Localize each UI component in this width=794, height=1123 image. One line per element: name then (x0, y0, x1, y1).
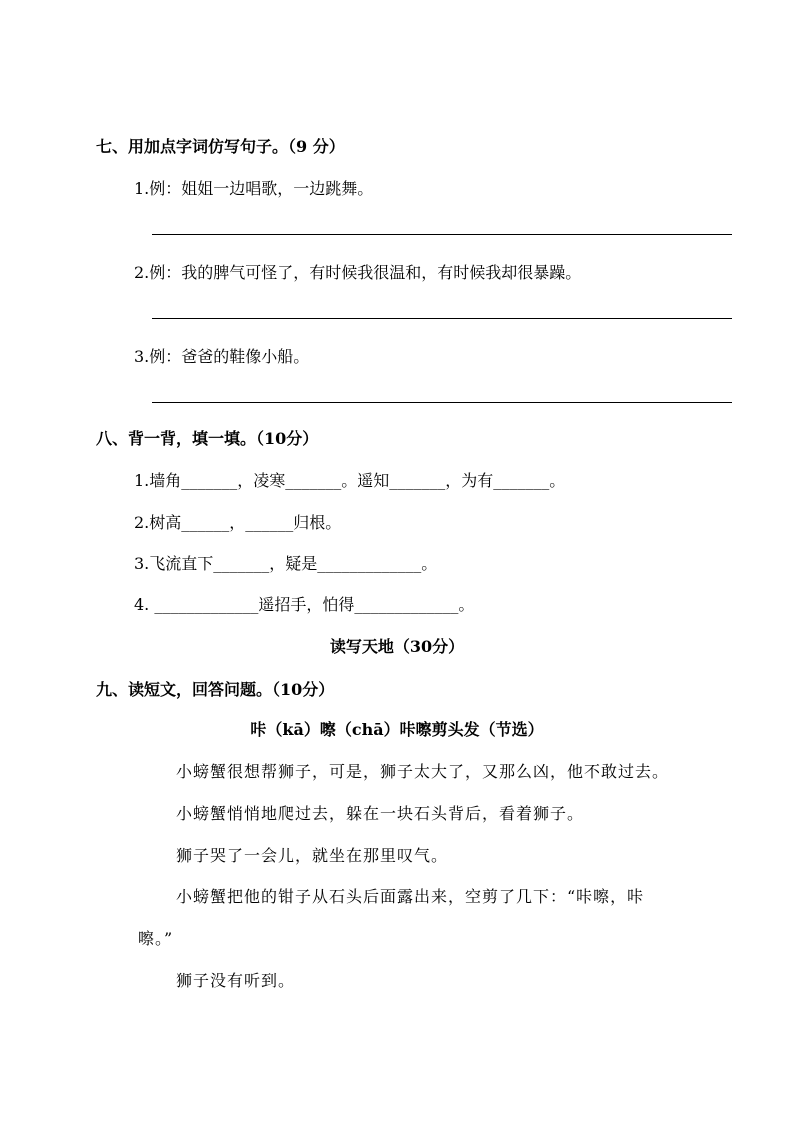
story-paragraph-4-cont: 嚓。” (138, 929, 174, 948)
section-7-item-1: 1.例：姐姐一边唱歌，一边跳舞。 (134, 179, 374, 198)
story-paragraph-3: 狮子哭了一会儿，就坐在那里叹气。 (176, 846, 449, 865)
answer-line-1[interactable] (152, 234, 732, 235)
section-8-item-3[interactable]: 3.飞流直下_______，疑是_____________。 (134, 554, 438, 573)
answer-line-2[interactable] (152, 318, 732, 319)
section-8-title: 八、背一背，填一填。（10分） (96, 429, 319, 448)
part-title: 读写天地（30分） (329, 637, 465, 656)
section-8-item-2[interactable]: 2.树高______，______归根。 (134, 513, 342, 532)
story-paragraph-2: 小螃蟹悄悄地爬过去，躲在一块石头背后，看着狮子。 (176, 804, 585, 823)
story-paragraph-4: 小螃蟹把他的钳子从石头后面露出来，空剪了几下：“咔嚓，咔 (176, 887, 645, 906)
story-paragraph-1: 小螃蟹很想帮狮子，可是，狮子太大了，又那么凶，他不敢过去。 (176, 762, 670, 781)
section-7-item-2: 2.例：我的脾气可怪了，有时候我很温和，有时候我却很暴躁。 (134, 263, 582, 282)
section-7-item-3: 3.例：爸爸的鞋像小船。 (134, 347, 310, 366)
section-9-title: 九、读短文，回答问题。（10分） (96, 680, 335, 699)
section-8-item-1[interactable]: 1.墙角_______，凌寒_______。遥知_______，为有_______。 (134, 471, 566, 490)
answer-line-3[interactable] (152, 402, 732, 403)
story-paragraph-5: 狮子没有听到。 (176, 971, 296, 990)
section-8-item-4[interactable]: 4. _____________遥招手，怕得_____________。 (134, 595, 475, 614)
section-7-title: 七、用加点字词仿写句子。（9 分） (96, 137, 345, 156)
story-title: 咔（kā）嚓（chā）咔嚓剪头发（节选） (250, 720, 544, 739)
